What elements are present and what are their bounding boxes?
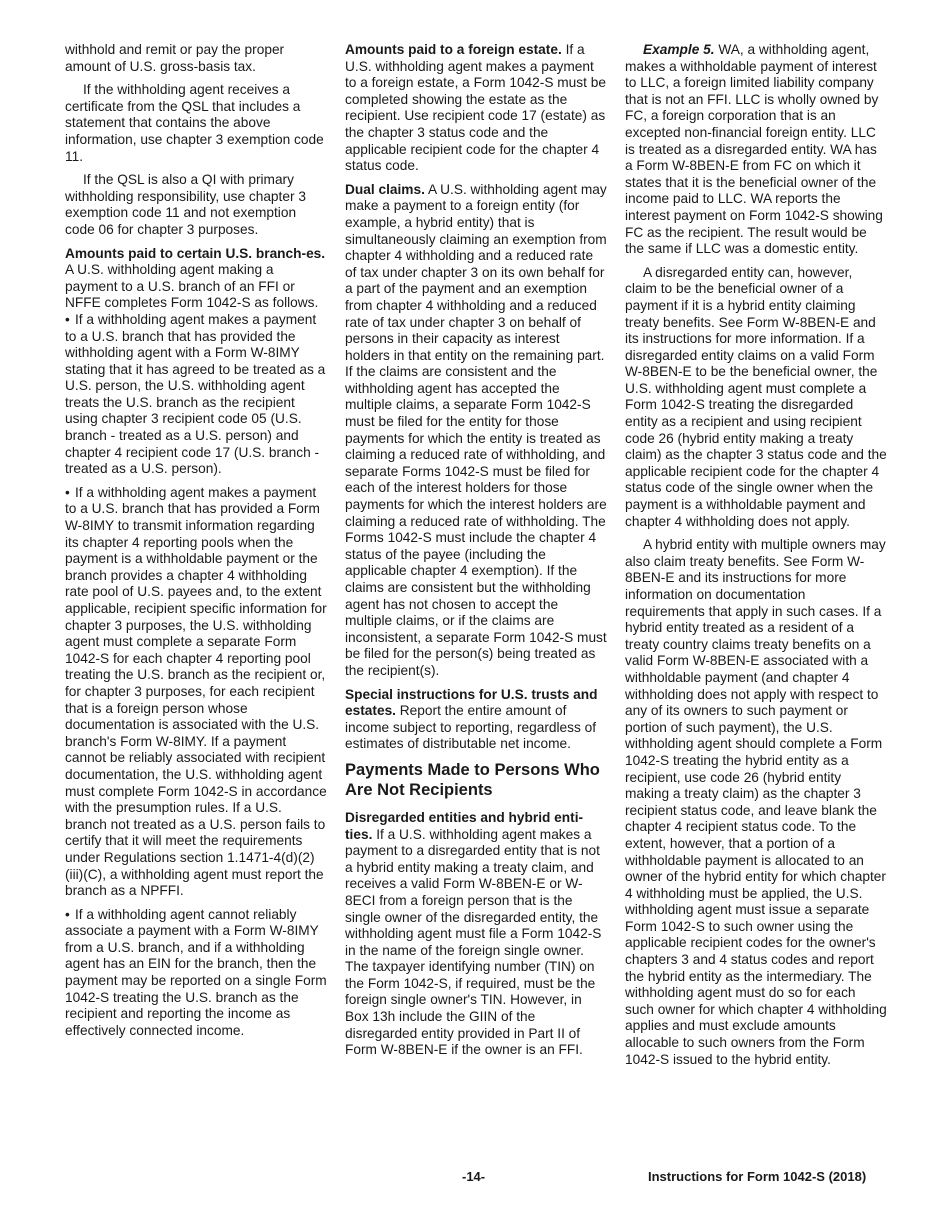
run-in-heading: Disregarded entities and hybrid enti-ties. bbox=[345, 809, 584, 842]
paragraph-foreign-estate bbox=[345, 42, 607, 175]
column-left bbox=[65, 42, 327, 1046]
bullet-text: If a withholding agent makes a payment to a U.S. branch that has provided the withholding agent with a Form W-8IMY stating that it has agreed to be treated as a U.S. person, the U.S. withholding agent treats the U.S. branch as the recipient using chapter 3 recipient code 05 (U.S. branch - treated as a U.S. person) and chapter 4 recipient code 17 (U.S. branch - treated as a U.S. person). bbox=[65, 311, 326, 477]
paragraph-trusts bbox=[345, 687, 607, 753]
column-middle bbox=[345, 42, 607, 1066]
paragraph-text: WA, a withholding agent, makes a withholdable payment of interest to LLC, a foreign limited liability company that is not an FFI. LLC is wholly owned by FC, a foreign corporation that is an excepted non-financial foreign entity. LLC is treated as a disregarded entity. WA has a Form W-8BEN-E from FC on which it states that it is the beneficial owner of the income paid to LLC. WA reports the interest payment on Form 1042-S showing FC as the recipient. The result would be the same if LLC was a domestic entity. bbox=[625, 42, 883, 257]
section-heading: Payments Made to Persons Who Are Not Recipients bbox=[345, 760, 600, 799]
run-in-heading: Dual claims. bbox=[345, 181, 425, 197]
paragraph-text: If a U.S. withholding agent makes a payment to a disregarded entity that is not a hybrid entity making a treaty claim, and receives a valid Form W-8BEN-E or W-8ECI from a foreign person that is the single owner of the disregarded entity, the withholding agent must file a Form 1042-S in the name of the foreign single owner. The taxpayer identifying number (TIN) on the Form 1042-S, if required, must be the foreign single owner's TIN. However, in Box 13h include the GIIN of the disregarded entity provided in Part II of Form W-8BEN-E if the owner is an FFI. bbox=[345, 826, 602, 1058]
page-number: -14- bbox=[462, 1169, 486, 1184]
paragraph: A hybrid entity with multiple owners may also claim treaty benefits. See Form W-8BEN-E and its instructions for more information on documentation requirements that apply in such cases. If a hybrid entity treated as a resident of a treaty country claims treaty benefits on a valid Form W-8BEN-E associated with a withholdable payment (and chapter 4 withholding does not apply with respect to any of its owners to such payment or portion of such payment), the U.S. withholding agent should complete a Form 1042-S treating the hybrid entity as a recipient, use code 26 (hybrid entity making a treaty claim) as the chapter 3 recipient status code, and leave blank the chapter 4 recipient status code. To the extent, however, that a portion of a withholdable payment is allocated to an owner of the hybrid entity for which chapter 4 withholding must be applied, the U.S. withholding agent must issue a separate Form 1042-S to such owner using the applicable recipient codes for the owner's chapters 3 and 4 status codes and report the hybrid entity as the intermediary. The withholding agent must do so for each such owner for which chapter 4 withholding applies and must exclude amounts allocable to such owners from the Form 1042-S issued to the hybrid entity. bbox=[625, 537, 887, 1067]
paragraph-text: If a U.S. withholding agent makes a payment to a foreign estate, a Form 1042-S must be completed showing the estate as the recipient. Use recipient code 17 (estate) as the chapter 3 status code and the applicable recipient code for the chapter 4 status code. bbox=[345, 42, 606, 174]
bullet-icon: • bbox=[65, 311, 70, 327]
paragraph: A disregarded entity can, however, claim to be the beneficial owner of a payment if it is a hybrid entity claiming treaty benefits. See Form W-8BEN-E and its instructions for more information. If a disregarded entity claims on a valid Form W-8BEN-E to be the beneficial owner, the U.S. withholding agent must complete a Form 1042-S treating the disregarded entity as a recipient and using recipient code 26 (hybrid entity making a treaty claim) as the chapter 3 status code and the applicable recipient code for the chapter 4 status code of the single owner when the payment is a withholdable payment and chapter 4 withholding does not apply. bbox=[625, 264, 887, 529]
paragraph-disregarded bbox=[345, 810, 607, 1059]
paragraph-example bbox=[625, 42, 887, 258]
bullet-item bbox=[65, 485, 327, 900]
paragraph: withhold and remit or pay the proper amount of U.S. gross-basis tax. bbox=[65, 42, 285, 74]
bullet-item bbox=[65, 312, 327, 478]
run-in-heading: Amounts paid to certain U.S. branch-es. bbox=[65, 245, 326, 261]
bullet-icon: • bbox=[65, 906, 70, 922]
bullet-icon: • bbox=[65, 484, 70, 500]
paragraph-text: Report the entire amount of income subject to reporting, regardless of estimates of distributable net income. bbox=[345, 703, 597, 752]
example-label: Example 5. bbox=[643, 42, 715, 57]
bullet-text: If a withholding agent makes a payment to a U.S. branch that has provided a Form W-8IMY to transmit information regarding its chapter 4 reporting pools when the payment is a withholdable payment or the branch provides a chapter 4 withholding rate pool of U.S. payees and, to the extent applicable, recipient specific information for chapter 3 purposes, the U.S. withholding agent must complete a separate Form 1042-S for each chapter 4 reporting pool treating the U.S. branch as the recipient or, for chapter 3 purposes, for each recipient that is a foreign person whose documentation is associated with the U.S. branch's Form W-8IMY. If a payment cannot be reliably associated with recipient documentation, the U.S. withholding agent must complete Form 1042-S in accordance with the presumption rules. If a U.S. branch not treated as a U.S. person fails to certify that it will meet the requirements under Regulations section 1.1471-4(d)(2)(iii)(C), a withholding agent must report the branch as a NPFFI. bbox=[65, 484, 327, 899]
paragraph-dual-claims bbox=[345, 182, 607, 680]
bullet-item bbox=[65, 907, 327, 1040]
paragraph: If the QSL is also a QI with primary withholding responsibility, use chapter 3 exemption code 11 and not exemption code 06 for chapter 3 purposes. bbox=[65, 172, 306, 237]
paragraph-branches bbox=[65, 246, 327, 312]
column-right bbox=[625, 42, 887, 1075]
run-in-heading: Special instructions for U.S. trusts and estates. bbox=[345, 686, 598, 719]
bullet-text: If a withholding agent cannot reliably associate a payment with a Form W-8IMY from a U.S. branch, and if a withholding agent has an EIN for the branch, then the payment may be reported on a single Form 1042-S treating the U.S. branch as the recipient and reporting the income as effectively connected income. bbox=[65, 906, 327, 1038]
paragraph-text: A U.S. withholding agent making a payment to a U.S. branch of an FFI or NFFE completes Form 1042-S as follows. bbox=[65, 262, 319, 311]
form-title: Instructions for Form 1042-S (2018) bbox=[648, 1169, 867, 1184]
paragraph: If the withholding agent receives a certificate from the QSL that includes a statement that contains the above information, use chapter 3 exemption code 11. bbox=[65, 82, 324, 164]
paragraph-text: A U.S. withholding agent may make a payment to a foreign entity (for example, a hybrid entity) that is simultaneously claiming an exemption from chapter 4 withholding and a reduced rate of tax under chapter 3 on its own behalf for a part of the payment and an exemption from chapter 4 withholding and a reduced rate of tax under chapter 3 on behalf of persons in their capacity as interest holders in that entity on the remaining part. If the claims are consistent and the withholding agent has accepted the multiple claims, a separate Form 1042-S must be filed for the entity for those payments for which the entity is treated as claiming a reduced rate of withholding, and separate Forms 1042-S must be filed for each of the interest holders for those payments for which the interest holders are claiming a reduced rate of withholding. The Forms 1042-S must include the chapter 4 status of the payee (including the applicable chapter 4 exemption). If the claims are consistent but the withholding agent has not chosen to accept the multiple claims, or if the claims are inconsistent, a separate Form 1042-S must be filed for the person(s) being treated as the recipient(s). bbox=[345, 181, 607, 678]
run-in-heading: Amounts paid to a foreign estate. bbox=[345, 42, 562, 57]
